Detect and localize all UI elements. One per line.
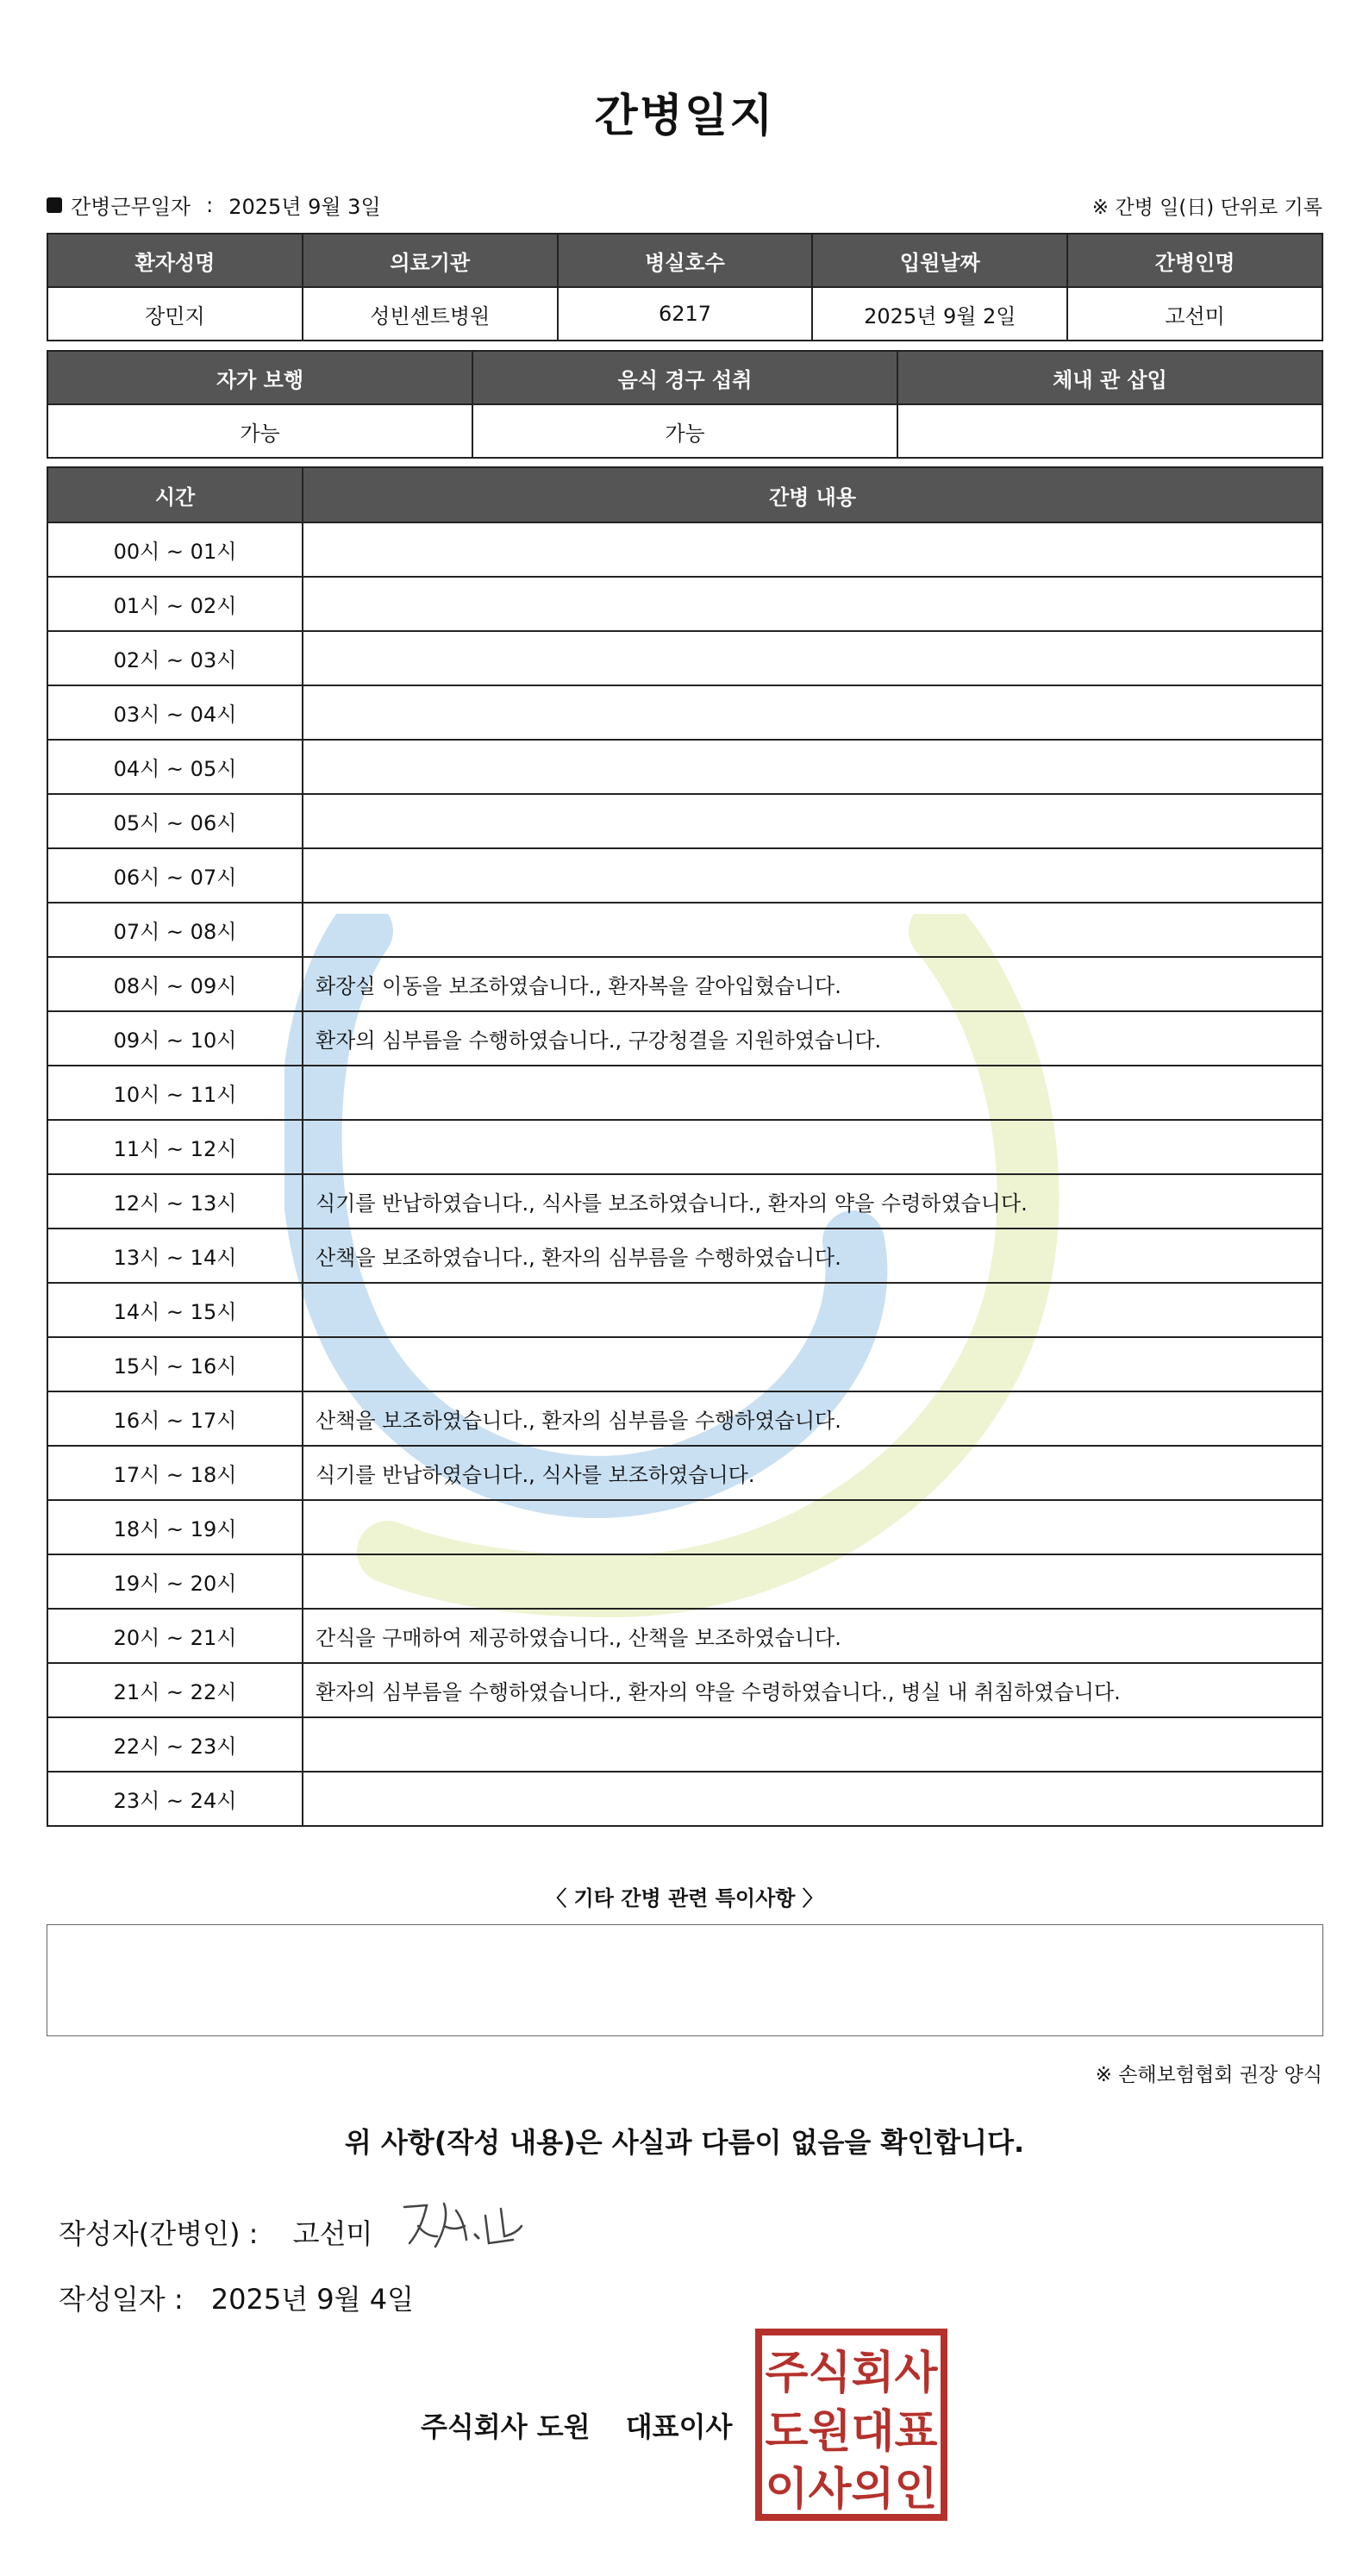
log-content bbox=[303, 1283, 1322, 1337]
log-time: 23시 ~ 24시 bbox=[47, 1772, 303, 1826]
log-time: 02시 ~ 03시 bbox=[47, 631, 303, 685]
company-seal bbox=[754, 2328, 948, 2522]
log-time: 14시 ~ 15시 bbox=[47, 1283, 303, 1337]
notes-title: 〈 기타 간병 관련 특이사항 〉 bbox=[546, 1886, 823, 1910]
company-role: 대표이사 bbox=[625, 2410, 733, 2443]
table-row bbox=[47, 1446, 1322, 1500]
header-room: 병실호수 bbox=[558, 234, 813, 287]
table-row bbox=[47, 848, 1322, 903]
log-content: 환자의 심부름을 수행하였습니다., 환자의 약을 수령하였습니다., 병실 내 취침하였습니다. bbox=[303, 1663, 1322, 1717]
log-content bbox=[303, 794, 1322, 848]
hospital: 성빈센트병원 bbox=[303, 287, 558, 341]
log-content: 산책을 보조하였습니다., 환자의 심부름을 수행하였습니다. bbox=[303, 1229, 1322, 1283]
log-content: 식기를 반납하였습니다., 식사를 보조하였습니다. bbox=[303, 1446, 1322, 1500]
write-date-label: 작성일자 : bbox=[59, 2283, 184, 2316]
log-time: 01시 ~ 02시 bbox=[47, 577, 303, 631]
log-content bbox=[303, 577, 1322, 631]
log-content bbox=[303, 903, 1322, 957]
caregiver-name: 고선미 bbox=[1067, 287, 1322, 341]
header-admission-date: 입원날짜 bbox=[812, 234, 1067, 287]
header-oral-intake: 음식 경구 섭취 bbox=[472, 351, 897, 404]
log-time: 15시 ~ 16시 bbox=[47, 1337, 303, 1391]
table-row bbox=[47, 1609, 1322, 1663]
seal-line-1: 주식회사 bbox=[765, 2348, 939, 2399]
log-time: 10시 ~ 11시 bbox=[47, 1066, 303, 1120]
table-row bbox=[47, 1717, 1322, 1772]
table-row bbox=[47, 1663, 1322, 1717]
write-date-value: 2025년 9월 4일 bbox=[210, 2283, 415, 2316]
table-row bbox=[47, 1337, 1322, 1391]
table-row bbox=[47, 1066, 1322, 1120]
log-content bbox=[303, 1717, 1322, 1772]
header-patient-name: 환자성명 bbox=[47, 234, 303, 287]
company-line bbox=[421, 2405, 732, 2445]
table-row bbox=[47, 577, 1322, 631]
log-time: 13시 ~ 14시 bbox=[47, 1229, 303, 1283]
admission-date: 2025년 9월 2일 bbox=[812, 287, 1067, 341]
table-row bbox=[47, 794, 1322, 848]
log-time: 21시 ~ 22시 bbox=[47, 1663, 303, 1717]
log-time: 07시 ~ 08시 bbox=[47, 903, 303, 957]
header-care-content: 간병 내용 bbox=[303, 467, 1322, 522]
log-content: 화장실 이동을 보조하였습니다., 환자복을 갈아입혔습니다. bbox=[303, 957, 1322, 1011]
writer-name: 고선미 bbox=[292, 2217, 373, 2250]
header-hospital: 의료기관 bbox=[303, 234, 558, 287]
log-time: 09시 ~ 10시 bbox=[47, 1011, 303, 1066]
table-row bbox=[47, 1011, 1322, 1066]
log-content bbox=[303, 1120, 1322, 1174]
table-row bbox=[47, 740, 1322, 794]
signature bbox=[392, 2191, 539, 2260]
log-content bbox=[303, 1500, 1322, 1554]
table-row bbox=[47, 1500, 1322, 1554]
table-row bbox=[47, 685, 1322, 740]
log-content bbox=[303, 848, 1322, 903]
table-row bbox=[47, 903, 1322, 957]
walking-status: 가능 bbox=[47, 404, 472, 458]
log-time: 06시 ~ 07시 bbox=[47, 848, 303, 903]
log-content: 식기를 반납하였습니다., 식사를 보조하였습니다., 환자의 약을 수령하였습니다. bbox=[303, 1174, 1322, 1229]
log-content bbox=[303, 522, 1322, 577]
log-time: 17시 ~ 18시 bbox=[47, 1446, 303, 1500]
log-time: 18시 ~ 19시 bbox=[47, 1500, 303, 1554]
table-row bbox=[47, 1391, 1322, 1446]
log-time: 08시 ~ 09시 bbox=[47, 957, 303, 1011]
header-caregiver: 간병인명 bbox=[1067, 234, 1322, 287]
header-time: 시간 bbox=[47, 467, 303, 522]
room-number: 6217 bbox=[558, 287, 813, 341]
log-content bbox=[303, 1772, 1322, 1826]
log-time: 03시 ~ 04시 bbox=[47, 685, 303, 740]
tube-status bbox=[897, 404, 1322, 458]
work-date bbox=[47, 190, 381, 220]
log-time: 11시 ~ 12시 bbox=[47, 1120, 303, 1174]
log-time: 05시 ~ 06시 bbox=[47, 794, 303, 848]
square-bullet-icon bbox=[47, 197, 62, 213]
table-row bbox=[47, 631, 1322, 685]
writer-label: 작성자(간병인) : bbox=[59, 2217, 259, 2250]
log-time: 04시 ~ 05시 bbox=[47, 740, 303, 794]
log-time: 20시 ~ 21시 bbox=[47, 1609, 303, 1663]
work-date-value: 2025년 9월 3일 bbox=[228, 195, 381, 219]
work-date-separator: : bbox=[206, 192, 214, 217]
log-content bbox=[303, 1337, 1322, 1391]
log-content: 산책을 보조하였습니다., 환자의 심부름을 수행하였습니다. bbox=[303, 1391, 1322, 1446]
log-content bbox=[303, 1554, 1322, 1609]
log-content bbox=[303, 631, 1322, 685]
seal-line-3: 이사의인 bbox=[765, 2464, 938, 2516]
confirm-statement: 위 사항(작성 내용)은 사실과 다름이 없음을 확인합니다. bbox=[344, 2126, 1025, 2159]
write-date-line bbox=[59, 2278, 414, 2317]
patient-info-table bbox=[47, 233, 1323, 341]
patient-status-table bbox=[47, 350, 1323, 459]
work-date-label: 간병근무일자 bbox=[71, 195, 191, 219]
table-row bbox=[47, 1174, 1322, 1229]
header-tube: 체내 관 삽입 bbox=[897, 351, 1322, 404]
log-content: 간식을 구매하여 제공하였습니다., 산책을 보조하였습니다. bbox=[303, 1609, 1322, 1663]
log-content bbox=[303, 740, 1322, 794]
log-content bbox=[303, 685, 1322, 740]
unit-note: ※ 간병 일(日) 단위로 기록 bbox=[1091, 197, 1322, 219]
log-content bbox=[303, 1066, 1322, 1120]
table-row bbox=[47, 1554, 1322, 1609]
oral-intake-status: 가능 bbox=[472, 404, 897, 458]
table-row bbox=[47, 1120, 1322, 1174]
page-title: 간병일지 bbox=[594, 91, 775, 142]
log-time: 19시 ~ 20시 bbox=[47, 1554, 303, 1609]
table-row bbox=[47, 1229, 1322, 1283]
table-row bbox=[47, 522, 1322, 577]
table-row bbox=[47, 1283, 1322, 1337]
care-log-table bbox=[47, 466, 1323, 1827]
table-row bbox=[47, 1772, 1322, 1826]
log-content: 환자의 심부름을 수행하였습니다., 구강청결을 지원하였습니다. bbox=[303, 1011, 1322, 1066]
table-row bbox=[47, 957, 1322, 1011]
notes-box bbox=[47, 1924, 1323, 2036]
writer-line bbox=[59, 2212, 372, 2252]
log-time: 12시 ~ 13시 bbox=[47, 1174, 303, 1229]
log-time: 16시 ~ 17시 bbox=[47, 1391, 303, 1446]
seal-line-2: 도원대표 bbox=[765, 2406, 938, 2458]
company-name: 주식회사 도원 bbox=[421, 2410, 591, 2443]
patient-name: 장민지 bbox=[47, 287, 303, 341]
footer-note: ※ 손해보험협회 권장 양식 bbox=[1095, 2064, 1322, 2086]
log-time: 00시 ~ 01시 bbox=[47, 522, 303, 577]
log-time: 22시 ~ 23시 bbox=[47, 1717, 303, 1772]
header-walking: 자가 보행 bbox=[47, 351, 472, 404]
